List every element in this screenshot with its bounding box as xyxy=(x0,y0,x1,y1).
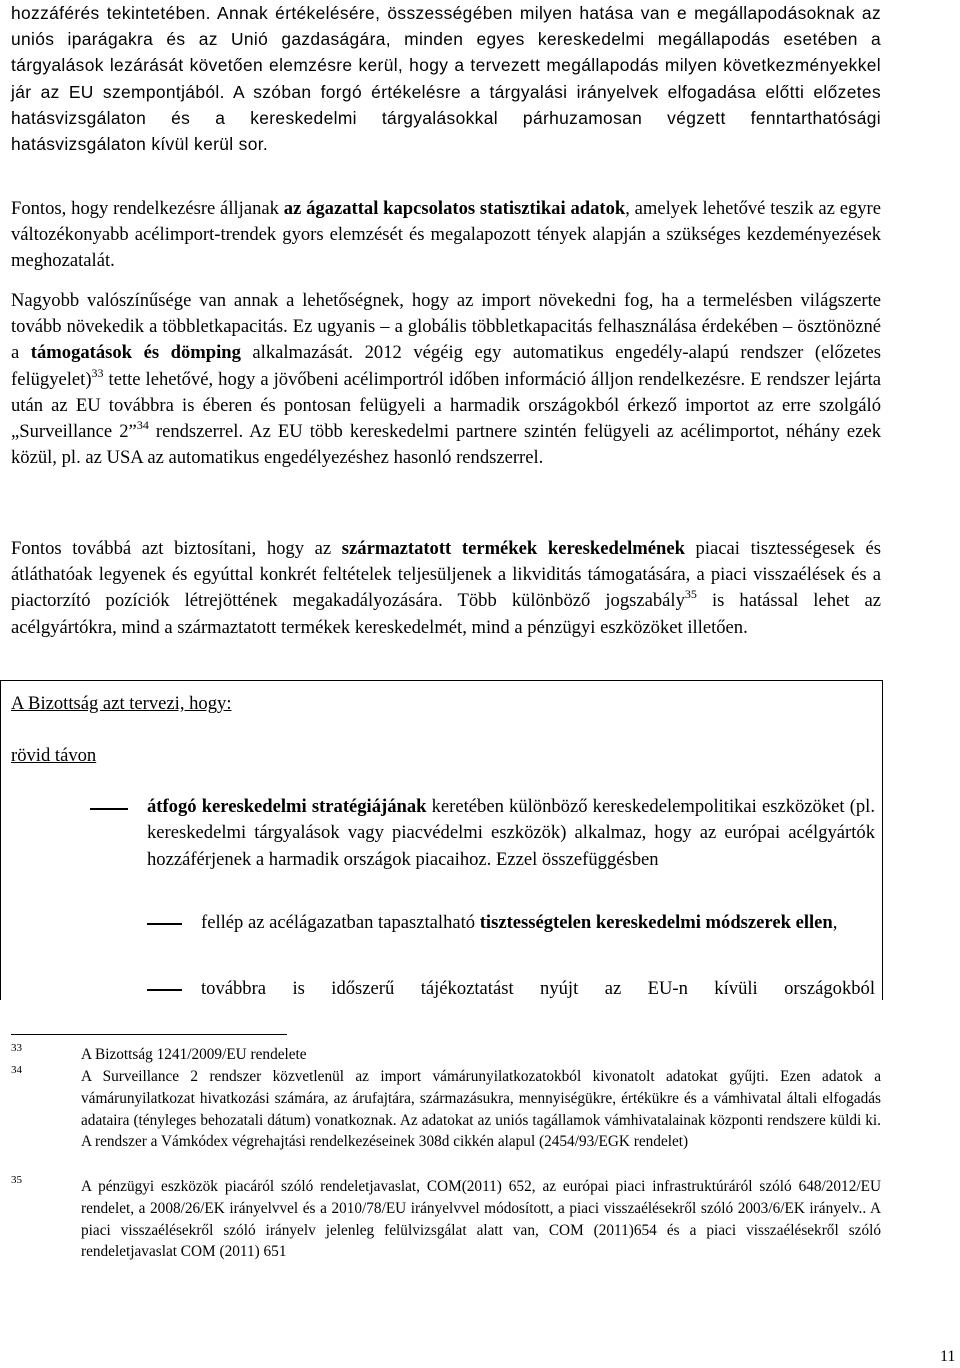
bold-phrase: az ágazattal kapcsolatos statisztikai adatok xyxy=(283,198,626,219)
footnote-ref-35[interactable]: 35 xyxy=(684,587,697,602)
footnote-34: A Surveillance 2 rendszer közvetlenül az import vámárunyilatkozatokból kivonatolt adatokat gyűjti. Ezen adatok a vámárunyilatkozat hivatkozási számára, az árufajtára, származásukra, mennyiségükre, értékükre és a vámhivatal általi elfogadás adataira (tényleges behozatali dátum) vonatkoznak. Az adatokat az uniós tagállamok vámhivatalainak központi rendszere küldi ki. A rendszer a Vámkódex végrehajtási rendelkezéseinek 308d cikkén alapul (2454/93/EGK rendelet) xyxy=(81,1068,881,1151)
dash-bullet xyxy=(147,923,182,925)
dash-bullet xyxy=(90,808,128,810)
bold-phrase: támogatások és dömping xyxy=(30,342,241,364)
footnote-number: 35 xyxy=(11,1174,22,1186)
statistics-paragraph xyxy=(11,196,881,275)
text-span: , amelyek lehetővé teszik az egyre változékonyabb acélimport-trendek gyors elemzését és megalapozott tények alapján a szükséges kezdeményezések meghozatalát. xyxy=(11,198,881,272)
footnote-number: 33 xyxy=(11,1042,22,1054)
footnote-number: 34 xyxy=(11,1064,22,1076)
import-paragraph xyxy=(11,288,881,471)
text-span: , xyxy=(832,912,838,933)
bold-phrase: tisztességtelen kereskedelmi módszerek ellen xyxy=(479,912,833,933)
page-number: 11 xyxy=(940,1348,956,1365)
box-subitem-1 xyxy=(201,910,875,936)
text-span: keretében különböző kereskedelempolitikai eszközöket (pl. kereskedelmi tárgyalások vagy piacvédelmi eszközök) alkalmaz, hogy az európai acélgyártók hozzáférjenek a harmadik országok piacaihoz. Ezzel összefüggésben xyxy=(147,796,875,870)
box-subtitle: rövid távon xyxy=(11,745,97,766)
box-title: A Bizottság azt tervezi, hogy: xyxy=(11,693,232,714)
footnote-ref-33[interactable]: 33 xyxy=(91,365,104,380)
footnote-33: A Bizottság 1241/2009/EU rendelete xyxy=(81,1046,307,1063)
text-span: tette lehetővé, hogy a jövőbeni acélimportról időben információ álljon rendelkezésre. E rendszer lejárta után az EU továbbra is éberen és pontosan felügyeli a harmadik országokból érkező importot az erre szolgáló „Surveillance 2” xyxy=(11,368,881,443)
text-span: Fontos, hogy rendelkezésre álljanak xyxy=(11,198,284,219)
footnote-35: A pénzügyi eszközök piacáról szóló rendeletjavaslat, COM(2011) 652, az európai piaci infrastruktúráról szóló 648/2012/EU rendelet, a 2008/26/EK irányelvvel és a 2010/78/EU irányelvvel módosított, a piaci visszaélésekről szóló 2003/6/EK irányelv.. A piaci visszaélésekről szóló irányelv jelenleg felülvizsgálat alatt van, COM (2011)654 és a piaci visszaélésekről szóló rendeletjavaslat COM (2011) 651 xyxy=(81,1178,881,1261)
text-span: Nagyobb valószínűsége van annak a lehetőségnek, hogy az import növekedni fog, ha a termelésben világszerte tovább növekedik a többletkapacitás. Ez ugyanis – a globális többletkapacitás felhasználása érdekében – ösztönözné a xyxy=(11,290,881,364)
text-span: piacai tisztességesek és átláthatóak legyenek és egyúttal konkrét feltételek teljesüljenek a likviditás támogatására, a piaci visszaélések és a piactorzító pozíciók létrejöttének megakadályozására. Több különböző jogszabály xyxy=(11,538,882,612)
bold-phrase: származtatott termékek kereskedelmének xyxy=(341,538,685,559)
footnote-separator xyxy=(11,1034,287,1035)
derivatives-paragraph xyxy=(11,536,881,641)
box-subitem-2: továbbra is időszerű tájékoztatást nyújt az EU-n kívüli országokból xyxy=(201,978,875,999)
bold-phrase: átfogó kereskedelmi stratégiájának xyxy=(147,796,427,817)
dash-bullet xyxy=(147,989,182,991)
text-span: Fontos továbbá azt biztosítani, hogy az xyxy=(11,538,342,559)
text-span: rendszerrel. Az EU több kereskedelmi partnere szintén felügyeli az acélimportot, néhány ezek közül, pl. az USA az automatikus engedélyezéshez hasonló rendszerrel. xyxy=(11,421,881,469)
intro-paragraph: hozzáférés tekintetében. Annak értékelésére, összességében milyen hatása van e megállapodásoknak az uniós iparágakra és az Unió gazdaságára, minden egyes kereskedelmi megállapodás esetében a tárgyalások lezárását követően elemzésre kerül, hogy a tervezett megállapodás milyen következményekkel jár az EU szempontjából. A szóban forgó értékelésre a tárgyalási irányelvek elfogadása előtti előzetes hatásvizsgálaton és a kereskedelmi tárgyalásokkal párhuzamosan végzett fenntarthatósági hatásvizsgálaton kívül kerül sor. xyxy=(11,3,881,155)
text-span: fellép az acélágazatban tapasztalható xyxy=(201,912,480,933)
text-span: is hatással lehet az acélgyártókra, mind a származtatott termékek kereskedelmét, mind a pénzügyi eszközöket illetően. xyxy=(11,590,881,638)
footnote-ref-34[interactable]: 34 xyxy=(136,418,149,433)
box-item-1 xyxy=(147,794,875,873)
text-span: alkalmazását. 2012 végéig egy automatikus engedély-alapú rendszer (előzetes felügyelet) xyxy=(11,342,881,390)
